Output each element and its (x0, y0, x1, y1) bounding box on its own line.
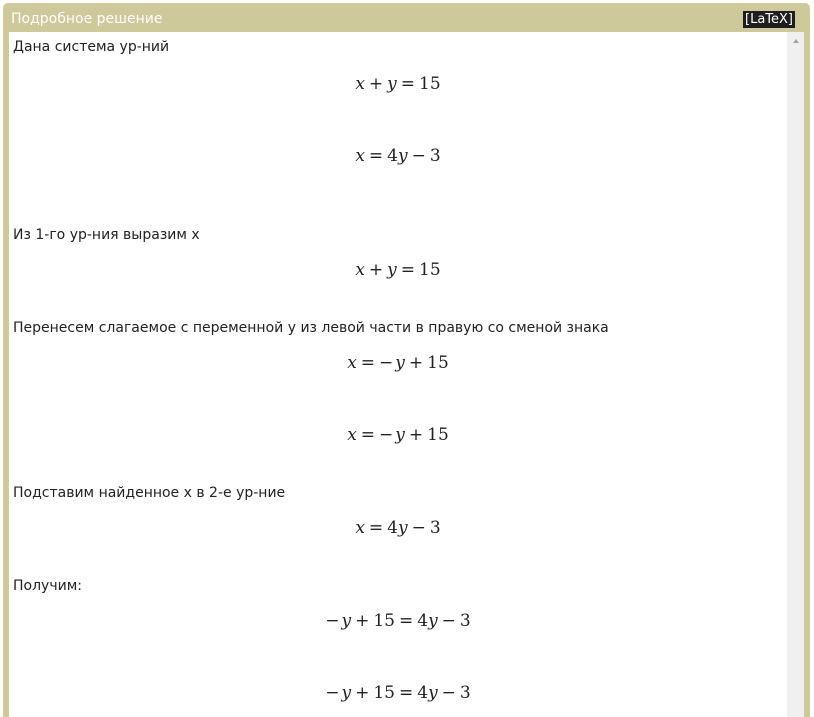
equation: − y + 15 = 4y − 3 (325, 611, 471, 631)
step-text: Перенесем слагаемое с переменной y из левой части в правую со сменой знака (13, 320, 609, 336)
step-text: Получим: (13, 578, 82, 594)
panel-header (3, 3, 810, 32)
step-text: Из 1-го ур-ния выразим x (13, 227, 200, 243)
equation: x = − y + 15 (347, 425, 449, 445)
solution-content (9, 32, 787, 717)
panel-title: Подробное решение (11, 11, 163, 27)
equation: x + y = 15 (355, 74, 441, 94)
equation: x = 4y − 3 (355, 146, 441, 166)
vertical-scrollbar[interactable] (787, 32, 804, 717)
equation: x = − y + 15 (347, 353, 449, 373)
equation: − y + 15 = 4y − 3 (325, 683, 471, 703)
solution-panel (3, 3, 810, 717)
equation: x = 4y − 3 (355, 518, 441, 538)
equation: x + y = 15 (355, 260, 441, 280)
latex-button[interactable]: [LaTeX] (745, 12, 793, 27)
step-text: Подставим найденное x в 2-е ур-ние (13, 485, 286, 501)
step-text: Дана система ур-ний (13, 39, 170, 55)
scroll-up-arrow-icon[interactable] (787, 32, 804, 49)
